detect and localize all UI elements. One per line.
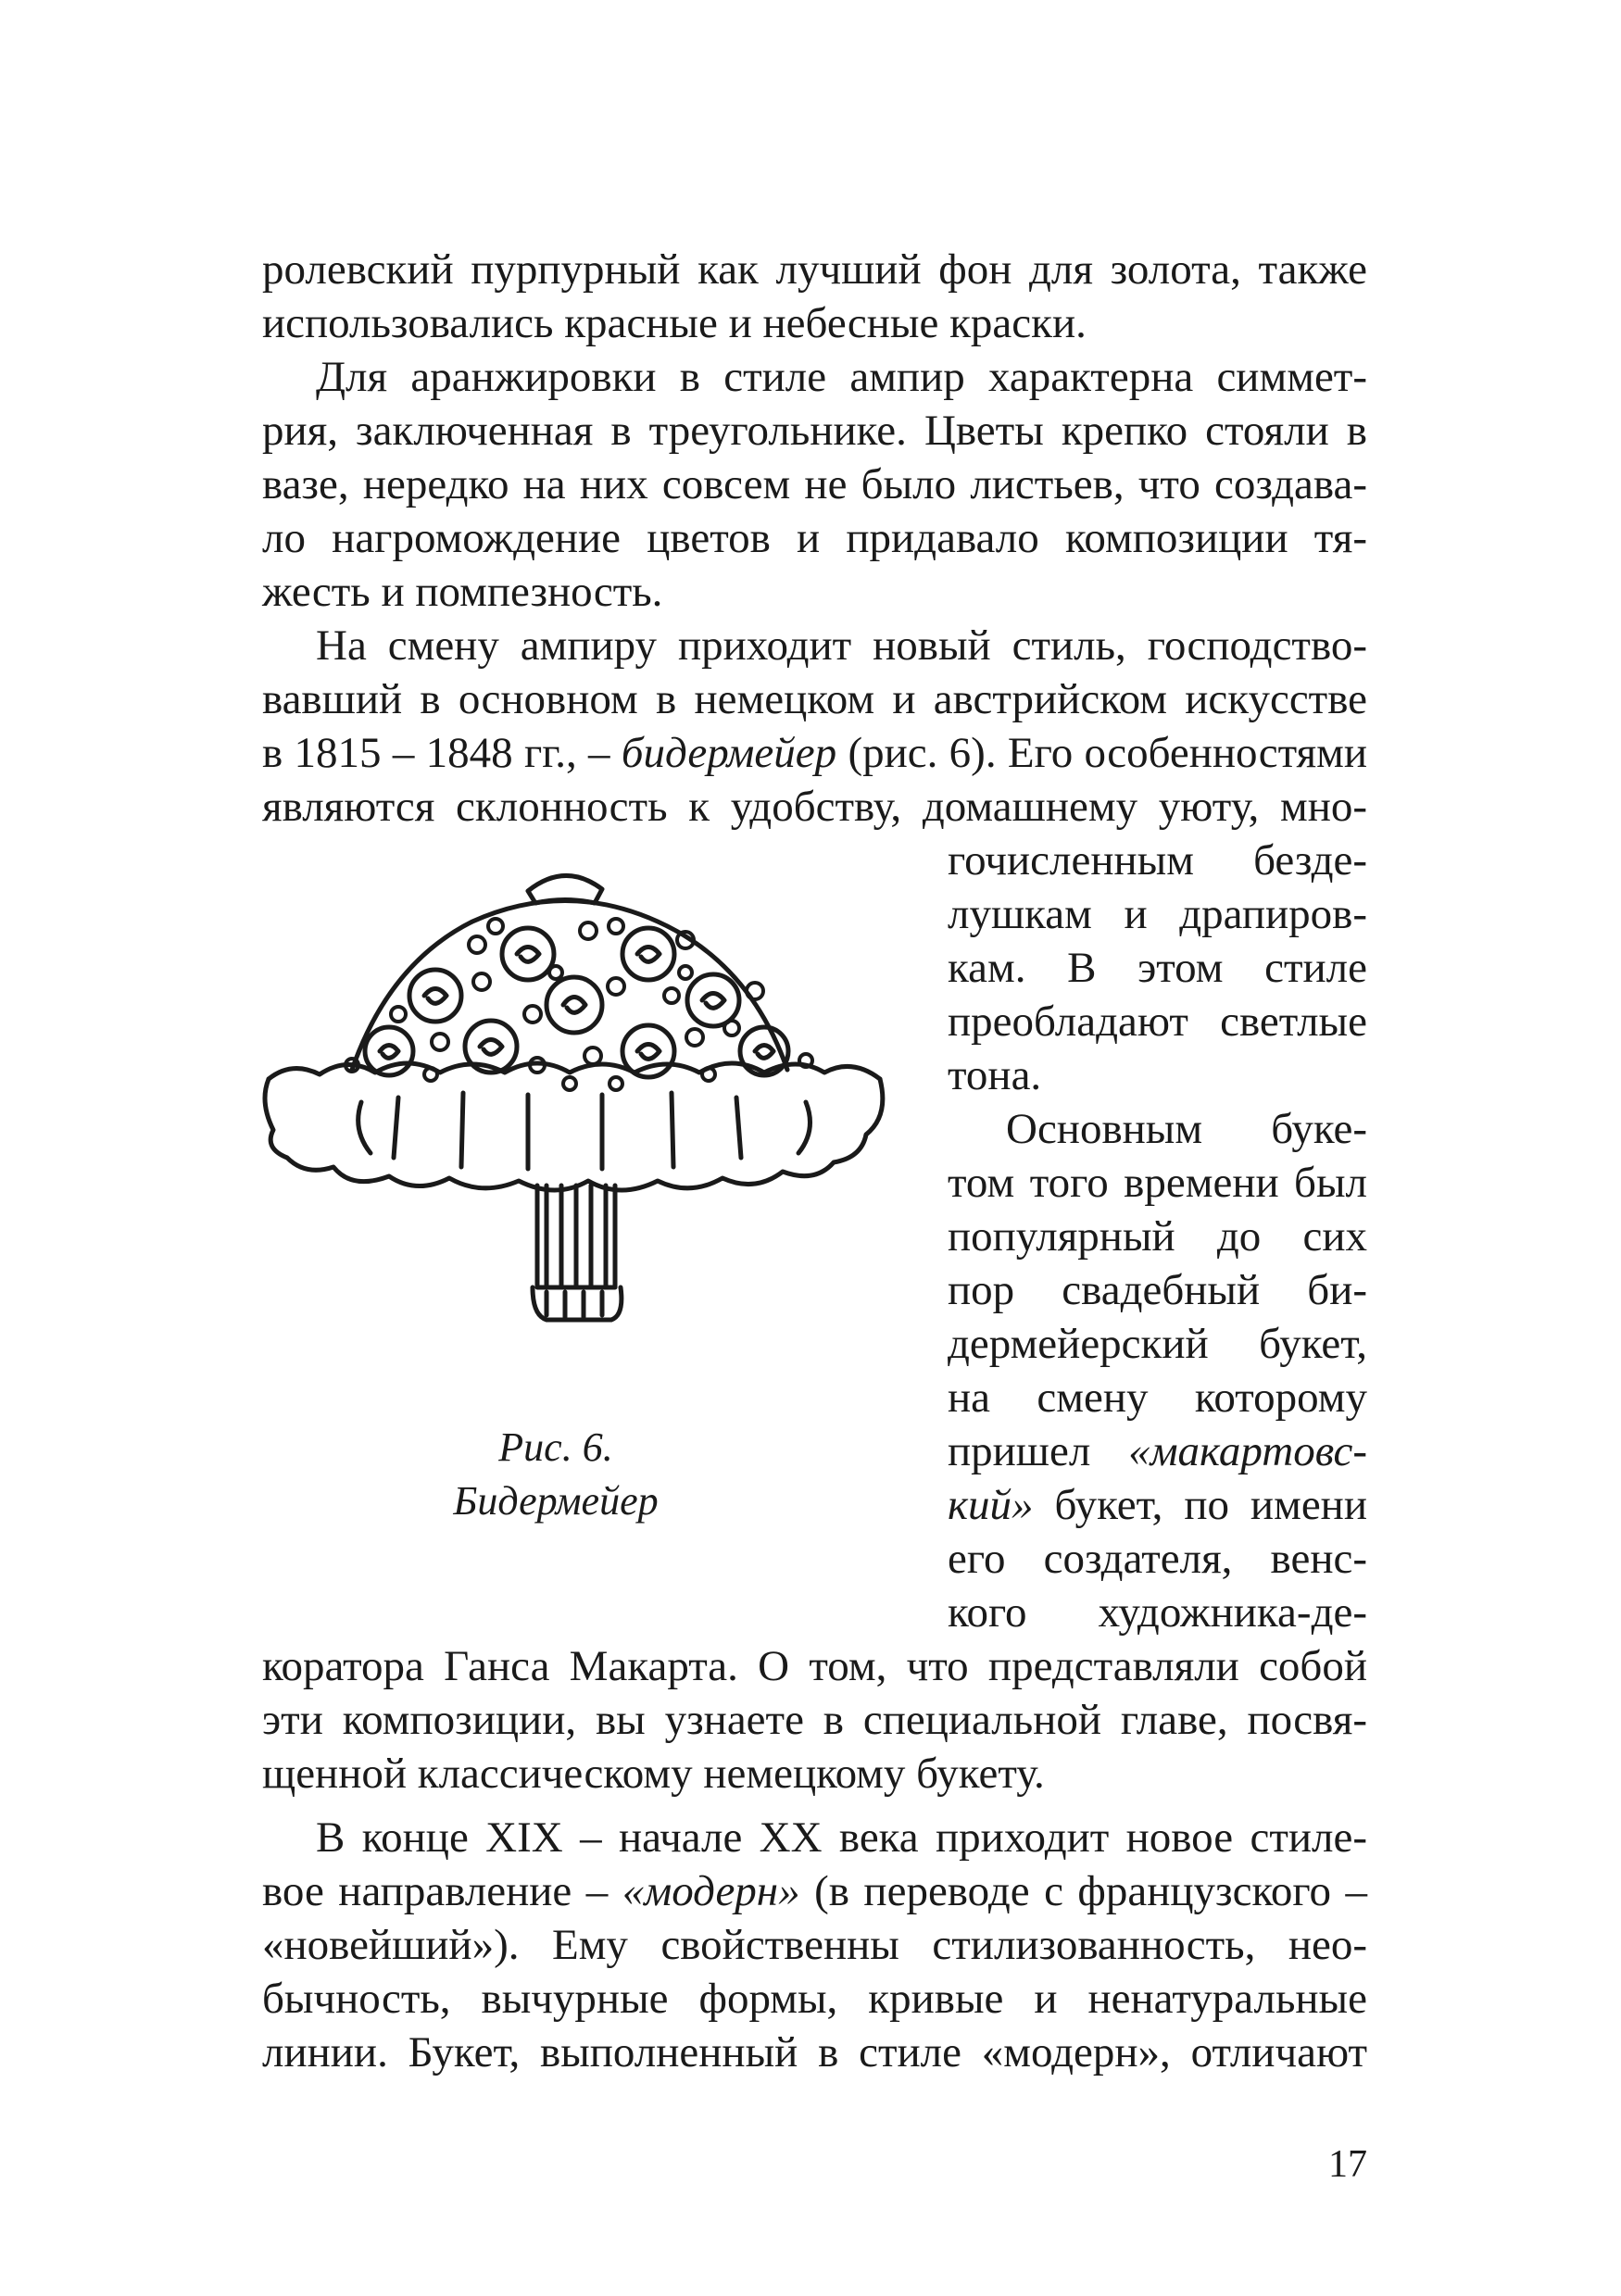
text-line: «новейший»). Ему свойственны стилизованность, нео- (262, 1921, 1367, 1969)
emphasis-term: бидермейер (621, 729, 837, 777)
text-line: Для аранжировки в стиле ампир характерна симмет- (316, 353, 1367, 401)
text-line: ролевский пурпурный как лучший фон для золота, также (262, 245, 1367, 294)
text-line: вазе, нередко на них совсем не было листьев, что создава- (262, 460, 1367, 508)
text-run: (рис. 6). Его особенностями (836, 729, 1367, 777)
text-line: являются склонность к удобству, домашнему уюту, мно- (262, 783, 1367, 831)
text-line (262, 1864, 1367, 1918)
text-line: Основным буке- (1006, 1105, 1367, 1153)
text-line: его создателя, венс- (948, 1535, 1367, 1583)
emphasis-term: «модерн» (622, 1867, 800, 1915)
text-line: линии. Букет, выполненный в стиле «модерн», отличают (262, 2028, 1367, 2076)
text-line: коратора Ганса Макарта. О том, что представляли собой (262, 1642, 1367, 1690)
page-number: 17 (1328, 2143, 1367, 2186)
emphasis-term: кий» (948, 1481, 1034, 1529)
text-line: тона. (948, 1051, 1042, 1099)
figure-caption-number: Рис. 6. (498, 1424, 613, 1470)
text-run: букет, по имени (1033, 1481, 1367, 1529)
text-line: бычность, вычурные формы, кривые и ненатуральные (262, 1975, 1367, 2023)
text-line (948, 1424, 1367, 1478)
text-line: эти композиции, вы узнаете в специальной главе, посвя- (262, 1696, 1367, 1744)
text-run: в 1815 – 1848 гг., – (262, 729, 622, 777)
text-line (262, 726, 1367, 780)
emphasis-term: «макартовс- (1128, 1427, 1367, 1475)
text-line: лушкам и драпиров- (948, 890, 1367, 938)
text-run: (в переводе с французского – (799, 1867, 1367, 1915)
text-line: преобладают светлые (948, 997, 1367, 1046)
bouquet-illustration (250, 852, 926, 1389)
text-line: рия, заключенная в треугольнике. Цветы крепко стояли в (262, 407, 1367, 455)
text-line: популярный до сих (948, 1212, 1367, 1261)
text-line: вавший в основном в немецком и австрийском искусстве (262, 675, 1367, 723)
figure-caption-title: Бидермейер (453, 1478, 659, 1524)
text-line: На смену ампиру приходит новый стиль, господство- (316, 621, 1367, 670)
text-line: жесть и помпезность. (262, 568, 663, 616)
text-run: вое направление – (262, 1867, 622, 1915)
text-line: кого художника-де- (948, 1588, 1367, 1637)
text-line (948, 1478, 1367, 1532)
text-line: кам. В этом стиле (948, 944, 1367, 992)
text-line: пор свадебный би- (948, 1266, 1367, 1314)
text-line: ло нагромождение цветов и придавало композиции тя- (262, 514, 1367, 562)
text-line: В конце XIX – начале XX века приходит новое стиле- (316, 1813, 1367, 1862)
text-line: дермейерский букет, (948, 1320, 1367, 1368)
text-line: использовались красные и небесные краски. (262, 299, 1087, 347)
text-line: на смену которому (948, 1374, 1367, 1422)
text-run: пришел (948, 1427, 1129, 1475)
text-line: гочисленным безде- (948, 836, 1367, 885)
text-line: том того времени был (948, 1159, 1367, 1207)
text-line: щенной классическому немецкому букету. (262, 1750, 1045, 1798)
